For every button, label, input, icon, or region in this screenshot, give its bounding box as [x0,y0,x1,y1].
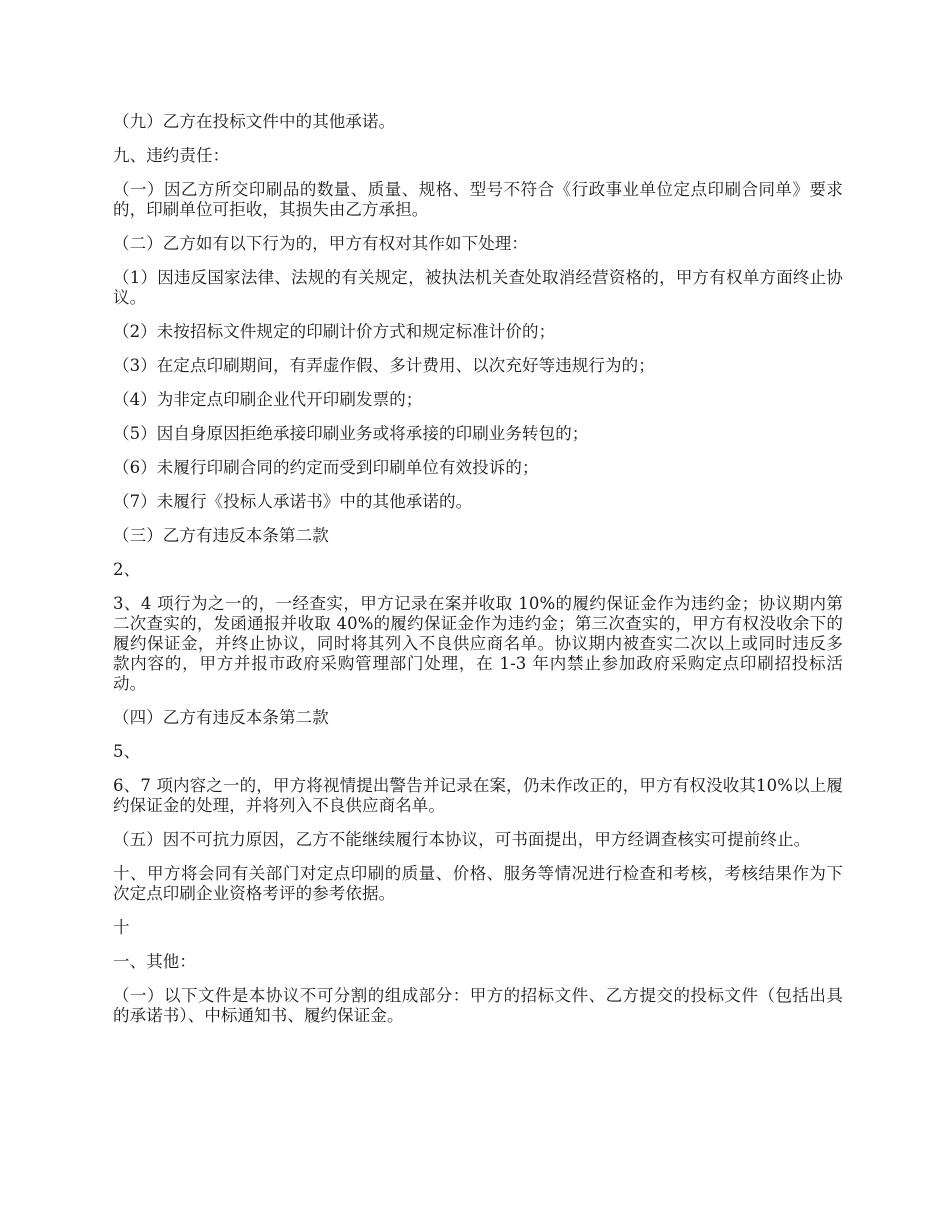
paragraph-force-majeure: （五）因不可抗力原因，乙方不能继续履行本协议，可书面提出，甲方经调查核实可提前终止。 [113,830,811,849]
paragraph-other-1: （一）以下文件是本协议不可分割的组成部分：甲方的招标文件、乙方提交的投标文件（包括出具的承诺书）、中标通知书、履约保证金。 [113,986,843,1025]
list-item-7: （7）未履行《投标人承诺书》中的其他承诺的。 [113,492,473,511]
heading-other: 一、其他： [113,952,196,971]
list-item-6: （6）未履行印刷合同的约定而受到印刷单位有效投诉的； [113,458,539,477]
paragraph-clause-9-item-9: （九）乙方在投标文件中的其他承诺。 [113,112,396,131]
list-item-4: （4）为非定点印刷企业代开印刷发票的； [113,390,423,409]
heading-breach-liability: 九、违约责任： [113,146,230,165]
fragment-ten: 十 [113,918,130,937]
document-body [113,112,843,1040]
list-item-1: （1）因违反国家法律、法规的有关规定，被执法机关查处取消经营资格的，甲方有权单方面终止协议。 [113,268,843,307]
list-item-2: （2）未按招标文件规定的印刷计价方式和规定标准计价的； [113,322,556,341]
paragraph-breach-2: （二）乙方如有以下行为的，甲方有权对其作如下处理： [113,234,528,253]
list-item-5: （5）因自身原因拒绝承接印刷业务或将承接的印刷业务转包的； [113,424,589,443]
fragment-2: 2、 [113,560,141,579]
paragraph-breach-1: （一）因乙方所交印刷品的数量、质量、规格、型号不符合《行政事业单位定点印刷合同单》要求的，印刷单位可拒收，其损失由乙方承担。 [113,180,843,219]
paragraph-penalty-terms: 3、4 项行为之一的，一经查实，甲方记录在案并收取 10%的履约保证金作为违约金；协议期内第二次查实的，发函通报并收取 40%的履约保证金作为违约金；第三次查实的，甲方有权没收余下的履约保证金，并终止协议，同时将其列入不良供应商名单。协议期内被查实二次以上或同时违反多款内容的，甲方并报市政府采购管理部门处理，在 1-3 年内禁止参加政府采购定点印刷招投标活动。 [113,594,843,693]
paragraph-breach-4: （四）乙方有违反本条第二款 [113,708,329,727]
paragraph-breach-3: （三）乙方有违反本条第二款 [113,526,329,545]
fragment-5: 5、 [113,742,141,761]
list-item-3: （3）在定点印刷期间，有弄虚作假、多计费用、以次充好等违规行为的； [113,356,655,375]
paragraph-warning-terms: 6、7 项内容之一的，甲方将视情提出警告并记录在案，仍未作改正的，甲方有权没收其10%以上履约保证金的处理，并将列入不良供应商名单。 [113,776,843,815]
paragraph-clause-10: 十、甲方将会同有关部门对定点印刷的质量、价格、服务等情况进行检查和考核，考核结果作为下次定点印刷企业资格考评的参考依据。 [113,864,843,903]
